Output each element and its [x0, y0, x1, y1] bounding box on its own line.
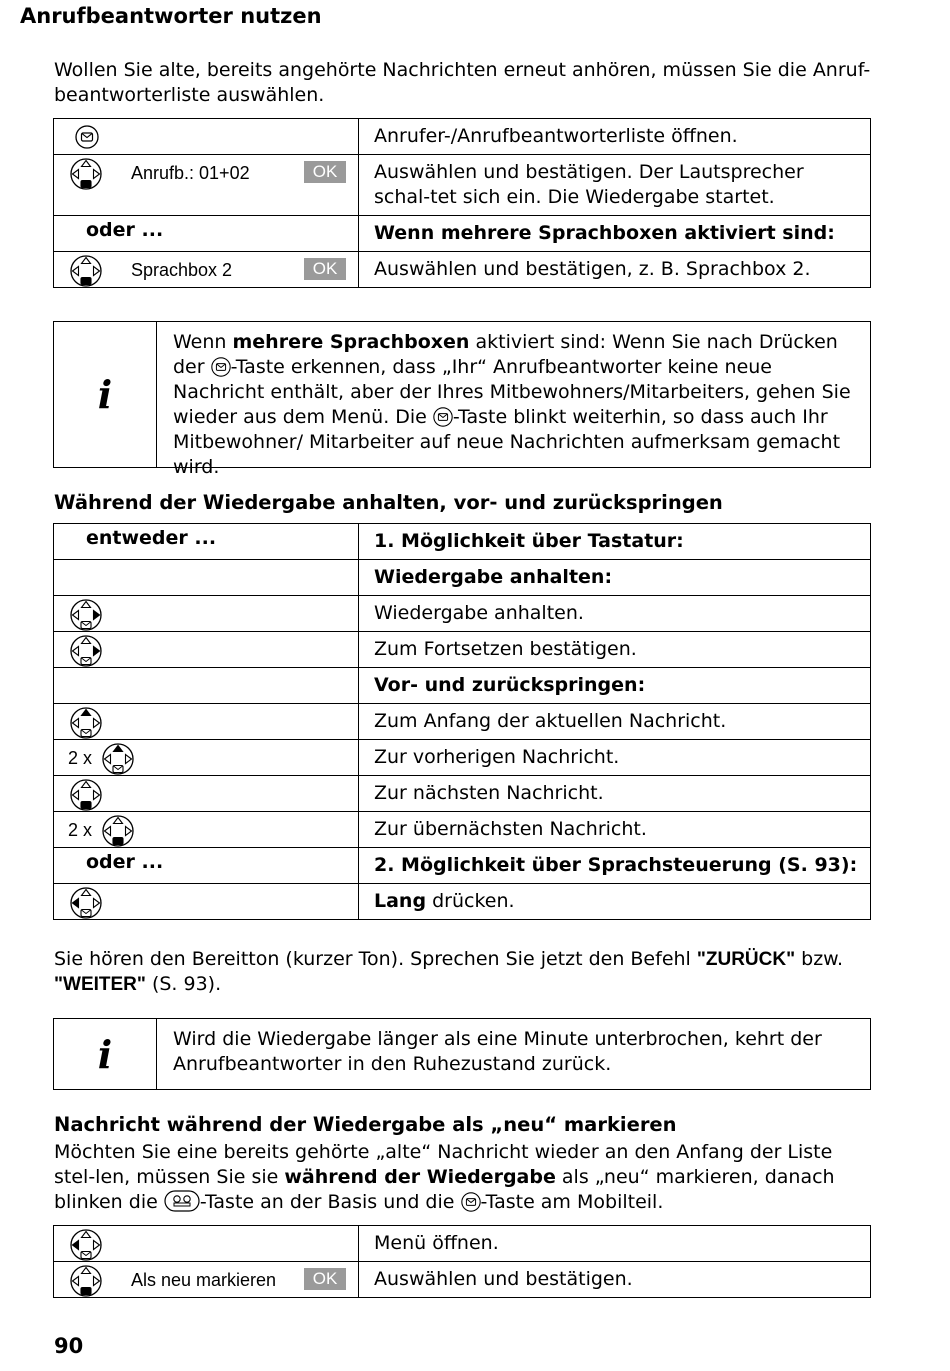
table-row [54, 119, 871, 155]
nav-key-right-icon[interactable] [70, 635, 102, 667]
step-description: Lang drücken. [359, 884, 871, 920]
step-option: 1. Möglichkeit über Tastatur: [359, 524, 871, 560]
page-number: 90 [54, 1334, 84, 1358]
mark-new-paragraph: Möchten Sie eine bereits gehörte „alte“ Nachricht wieder an den Anfang der Liste stel-len, müssen Sie sie während der Wiedergabe als „neu“ markieren, danach blinken die -Taste an der Basis und die -Taste am Mobilteil. [54, 1141, 835, 1213]
info-icon: i [54, 322, 157, 467]
table-row [54, 216, 871, 252]
ok-softkey[interactable]: OK [304, 161, 346, 183]
display-entry[interactable]: Sprachbox 2 [131, 260, 233, 280]
page-title: Anrufbeantworter nutzen [20, 4, 322, 28]
table-row [54, 1226, 871, 1262]
nav-key-down-icon[interactable] [70, 779, 102, 811]
nav-key-right-icon[interactable] [70, 599, 102, 631]
message-key-icon [433, 407, 453, 427]
alternative-keyword: oder ... [86, 219, 164, 241]
table-row [54, 596, 871, 632]
step-condition: Wenn mehrere Sprachboxen aktiviert sind: [359, 216, 871, 252]
info-box [53, 1018, 871, 1090]
table-row [54, 740, 871, 776]
step-description: Auswählen und bestätigen. [359, 1262, 871, 1298]
step-option: 2. Möglichkeit über Sprachsteuerung (S. 93): [359, 848, 871, 884]
table-row [54, 524, 871, 560]
repeat-count: 2 x [68, 820, 93, 840]
nav-key-down-icon[interactable] [70, 255, 102, 287]
step-description: Zum Fortsetzen bestätigen. [359, 632, 871, 668]
intro-paragraph: Wollen Sie alte, bereits angehörte Nachrichten erneut anhören, müssen Sie die Anruf-beantworterliste auswählen. [54, 59, 871, 106]
base-answering-machine-key-icon [164, 1190, 200, 1212]
nav-key-up-icon[interactable] [102, 743, 134, 775]
info-box [53, 321, 871, 478]
alternative-keyword: entweder ... [86, 527, 217, 549]
table-row [54, 704, 871, 740]
message-key-icon [211, 357, 231, 377]
table-row [54, 155, 871, 216]
nav-key-left-icon[interactable] [70, 887, 102, 919]
message-key-icon [461, 1192, 481, 1212]
step-description: Auswählen und bestätigen. Der Lautsprecher schal-tet sich ein. Die Wiedergabe startet. [359, 155, 871, 216]
steps-table-mark-new [53, 1225, 871, 1298]
nav-key-left-icon[interactable] [70, 1229, 102, 1261]
table-row [54, 560, 871, 596]
message-key-icon[interactable] [75, 125, 99, 149]
alternative-keyword: oder ... [86, 851, 164, 873]
repeat-count: 2 x [68, 748, 93, 768]
table-row [54, 812, 871, 848]
step-description: Auswählen und bestätigen, z. B. Sprachbox 2. [359, 252, 871, 288]
table-row [54, 632, 871, 668]
info-text: Wenn mehrere Sprachboxen aktiviert sind: Wenn Sie nach Drücken der -Taste erkennen, dass „Ihr“ Anrufbeantworter keine neue Nachricht enthält, aber der Ihres Mitbewohners/Mitarbeiters, gehen Sie wieder aus dem Menü. Die -Taste blinkt weiterhin, so dass auch Ihr Mitbewohner/ Mitarbeiter auf neue Nachrichten aufmerksam gemacht wird. [173, 331, 851, 478]
steps-table-playback-control [53, 523, 871, 920]
voice-command-paragraph: Sie hören den Bereitton (kurzer Ton). Sprechen Sie jetzt den Befehl "ZURÜCK" bzw. "WEITER" (S. 93). [54, 948, 844, 995]
step-description: Menü öffnen. [359, 1226, 871, 1262]
section-heading-mark-new: Nachricht während der Wiedergabe als „neu“ markieren [54, 1113, 677, 1136]
step-subheading: Wiedergabe anhalten: [359, 560, 871, 596]
step-description: Wiedergabe anhalten. [359, 596, 871, 632]
nav-key-up-icon[interactable] [70, 707, 102, 739]
table-row [54, 252, 871, 288]
nav-key-down-icon[interactable] [70, 1265, 102, 1297]
step-subheading: Vor- und zurückspringen: [359, 668, 871, 704]
display-entry[interactable]: Anrufb.: 01+02 [131, 163, 250, 183]
display-entry[interactable]: Als neu markieren [131, 1270, 277, 1290]
step-description: Zur nächsten Nachricht. [359, 776, 871, 812]
table-row [54, 668, 871, 704]
step-description: Zum Anfang der aktuellen Nachricht. [359, 704, 871, 740]
table-row [54, 776, 871, 812]
nav-key-down-icon[interactable] [70, 158, 102, 190]
ok-softkey[interactable]: OK [304, 1268, 346, 1290]
table-row [54, 884, 871, 920]
nav-key-down-icon[interactable] [102, 815, 134, 847]
table-row [54, 1262, 871, 1298]
ok-softkey[interactable]: OK [304, 258, 346, 280]
section-heading-playback: Während der Wiedergabe anhalten, vor- und zurückspringen [54, 491, 723, 514]
info-text: Wird die Wiedergabe länger als eine Minute unterbrochen, kehrt der Anrufbeantworter in den Ruhezustand zurück. [173, 1028, 822, 1075]
info-icon: i [54, 1019, 157, 1089]
step-description: Zur übernächsten Nachricht. [359, 812, 871, 848]
table-row [54, 848, 871, 884]
step-description: Zur vorherigen Nachricht. [359, 740, 871, 776]
step-description: Anrufer-/Anrufbeantworterliste öffnen. [359, 119, 871, 155]
steps-table-answering-machine-list [53, 118, 871, 288]
